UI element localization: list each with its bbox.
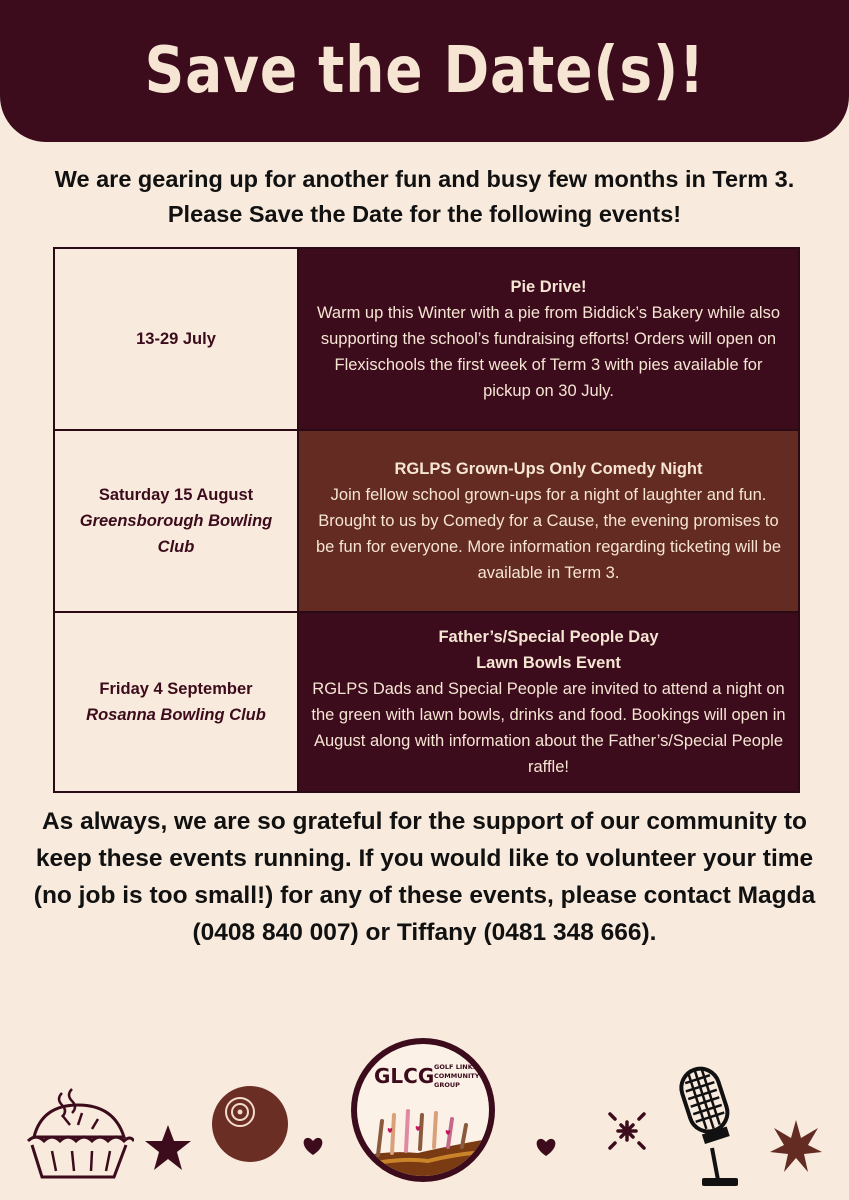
page-title: Save the Date(s)!	[144, 34, 705, 108]
event-title: RGLPS Grown-Ups Only Comedy Night	[394, 460, 703, 478]
event-title: Father’s/Special People Day	[438, 628, 659, 646]
event-date: 13-29 July	[136, 330, 216, 348]
sparkle-icon	[604, 1108, 650, 1154]
event-row-pie-drive	[55, 249, 798, 431]
closing-text: As always, we are so grateful for the support of our community to keep these events running. If you would like to volunteer your time (no job is too small!) for any of these events, please contact Magda (0408 840 007) or Tiffany (0481 348 666).	[33, 808, 816, 946]
event-description: Warm up this Winter with a pie from Biddick’s Bakery while also supporting the school’s fundraising efforts! Orders will open on Flexischools the first week of Term 3 with pies available for pickup on 30 July.	[316, 304, 781, 400]
glcg-logo	[348, 1035, 498, 1185]
event-date-cell	[55, 613, 299, 791]
event-row-comedy-night	[55, 431, 798, 613]
logo-line1: GOLF LINKS	[434, 1063, 478, 1071]
starburst-icon	[768, 1118, 824, 1174]
star-icon	[142, 1122, 194, 1174]
logo-line3: GROUP	[434, 1081, 460, 1089]
title-banner	[0, 0, 849, 142]
event-details-cell	[299, 613, 798, 791]
heart-icon	[302, 1136, 324, 1156]
microphone-icon	[660, 1062, 750, 1192]
event-description: RGLPS Dads and Special People are invited to attend a night on the green with lawn bowls, drinks and food. Bookings will open in August along with information about the Father’s/Special People raffle!	[311, 680, 786, 776]
events-table	[53, 247, 800, 793]
event-title: Pie Drive!	[510, 278, 587, 296]
event-subtitle: Lawn Bowls Event	[476, 654, 621, 672]
event-row-lawn-bowls	[55, 613, 798, 791]
event-venue: Rosanna Bowling Club	[86, 706, 266, 724]
event-date: Friday 4 September	[99, 680, 253, 698]
lawn-bowl-icon	[208, 1082, 292, 1166]
logo-acronym: GLCG	[374, 1064, 435, 1088]
event-date-cell	[55, 249, 299, 429]
logo-graphic	[348, 1035, 498, 1185]
pie-icon	[22, 1085, 134, 1185]
heart-icon	[535, 1137, 557, 1157]
event-date-cell	[55, 431, 299, 611]
event-venue: Greensborough Bowling Club	[79, 512, 273, 556]
event-details-cell	[299, 431, 798, 611]
event-description: Join fellow school grown-ups for a night of laughter and fun. Brought to us by Comedy for a Cause, the evening promises to be fun for everyone. More information regarding ticketing will be available in Term 3.	[316, 486, 781, 582]
event-details-cell	[299, 249, 798, 429]
intro-text: We are gearing up for another fun and busy few months in Term 3. Please Save the Date for the following events!	[54, 166, 795, 227]
logo-line2: COMMUNITY	[434, 1072, 480, 1080]
event-date: Saturday 15 August	[98, 486, 254, 504]
